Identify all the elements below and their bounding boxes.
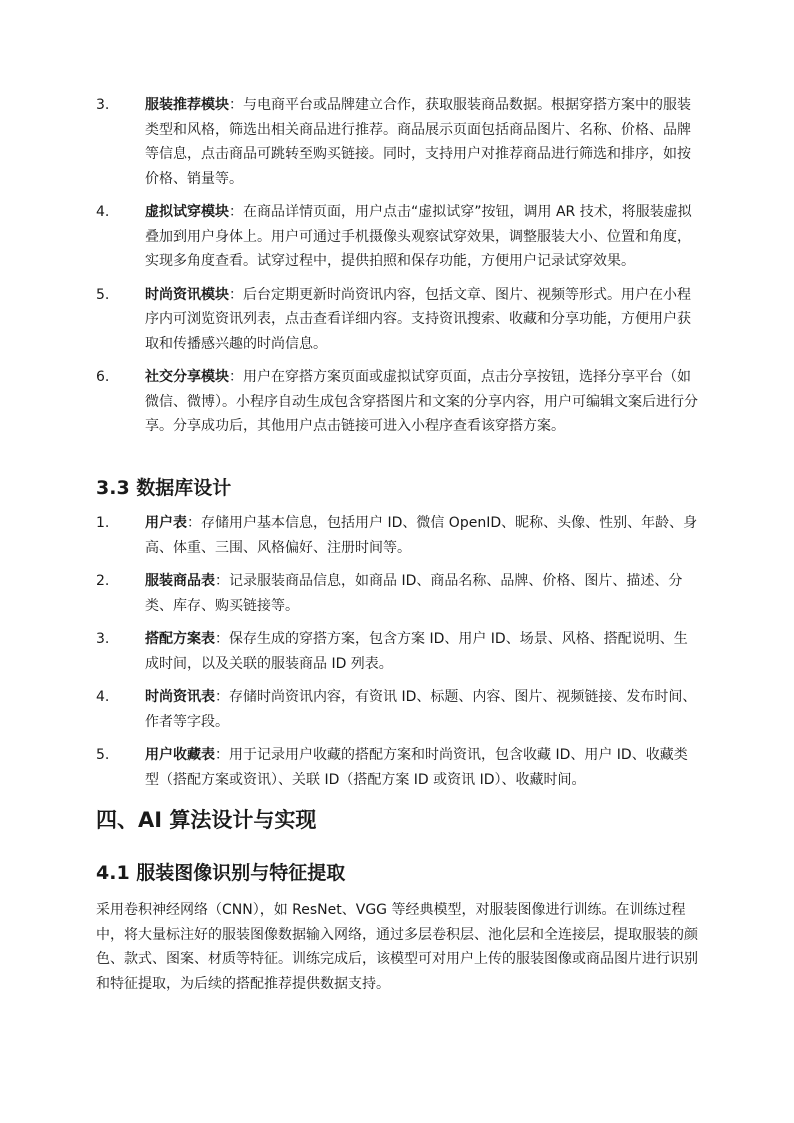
list-term: 社交分享模块 [145,369,229,385]
list-text: ：与电商平台或品牌建立合作，获取服装商品数据。根据穿搭方案中的服装类型和风格，筛选出相关商品进行推荐。商品展示页面包括商品图片、名称、价格、品牌等信息，点击商品可跳转至购买链接。同时，支持用户对推荐商品进行筛选和排序，如按价格、销量等。 [145,97,691,187]
list-text: ：在商品详情页面，用户点击“虚拟试穿”按钮，调用 AR 技术，将服装虚拟叠加到用户身体上。用户可通过手机摄像头观察试穿效果，调整服装大小、位置和角度，实现多角度查看。试穿过程中，提供拍照和保存功能，方便用户记录试穿效果。 [145,204,692,269]
list-text: ：用于记录用户收藏的搭配方案和时尚资讯，包含收藏 ID、用户 ID、收藏类型（搭配方案或资讯）、关联 ID（搭配方案 ID 或资讯 ID）、收藏时间。 [145,747,688,788]
list-number: 3. [96,97,110,113]
list-item-user-table [96,511,700,560]
list-text: ：保存生成的穿搭方案，包含方案 ID、用户 ID、场景、风格、搭配说明、生成时间，以及关联的服装商品 ID 列表。 [145,631,688,672]
list-term: 服装推荐模块 [145,97,229,113]
list-term: 时尚资讯模块 [145,286,229,303]
section-4-1-paragraph: 采用卷积神经网络（CNN），如 ResNet、VGG 等经典模型，对服装图像进行训练。在训练过程中，将大量标注好的服装图像数据输入网络，通过多层卷积层、池化层和全连接层，提取服装的颜色、款式、图案、材质等特征。训练完成后，该模型可对用户上传的服装图像或商品图片进行识别和特征提取，为后续的搭配推荐提供数据支持。 [96,902,698,992]
list-text: ：记录服装商品信息，如商品 ID、商品名称、品牌、价格、图片、描述、分类、库存、购买链接等。 [145,573,683,614]
list-term: 时尚资讯表 [145,689,215,705]
list-number: 3. [96,631,110,647]
list-term: 用户收藏表 [145,747,215,763]
list-number: 5. [96,286,110,303]
list-term: 虚拟试穿模块 [145,204,229,220]
section-heading-3-3: 3.3 数据库设计 [96,477,232,499]
list-number: 2. [96,573,110,589]
list-item-virtual-try-on [96,200,700,274]
chapter-heading-4: 四、AI 算法设计与实现 [96,808,317,832]
list-item-product-table [96,569,700,618]
section-heading-4-1: 4.1 服装图像识别与特征提取 [96,862,346,884]
list-text: ：存储时尚资讯内容，有资讯 ID、标题、内容、图片、视频链接、发布时间、作者等字段。 [145,689,697,730]
list-term: 用户表 [145,515,187,531]
list-item-clothing-recommendation [96,93,700,191]
list-text: ：后台定期更新时尚资讯内容，包括文章、图片、视频等形式。用户在小程序内可浏览资讯列表，点击查看详细内容。支持资讯搜索、收藏和分享功能，方便用户获取和传播感兴趣的时尚信息。 [145,286,691,352]
list-text: ：用户在穿搭方案页面或虚拟试穿页面，点击分享按钮，选择分享平台（如微信、微博）。小程序自动生成包含穿搭图片和文案的分享内容，用户可编辑文案后进行分享。分享成功后，其他用户点击链接可进入小程序查看该穿搭方案。 [145,369,698,434]
list-term: 搭配方案表 [145,631,215,647]
list-item-social-share [96,365,700,439]
list-number: 1. [96,515,110,531]
database-table-list [96,511,700,792]
list-item-news-table [96,685,700,734]
list-text: ：存储用户基本信息，包括用户 ID、微信 OpenID、昵称、头像、性别、年龄、身高、体重、三围、风格偏好、注册时间等。 [145,515,698,556]
list-term: 服装商品表 [145,573,215,589]
list-item-favorites-table [96,743,700,792]
list-number: 6. [96,369,110,385]
list-number: 4. [96,204,110,220]
list-item-outfit-table [96,627,700,676]
list-number: 4. [96,689,110,705]
module-list [96,93,700,439]
list-number: 5. [96,747,110,763]
list-item-fashion-news [96,283,700,357]
